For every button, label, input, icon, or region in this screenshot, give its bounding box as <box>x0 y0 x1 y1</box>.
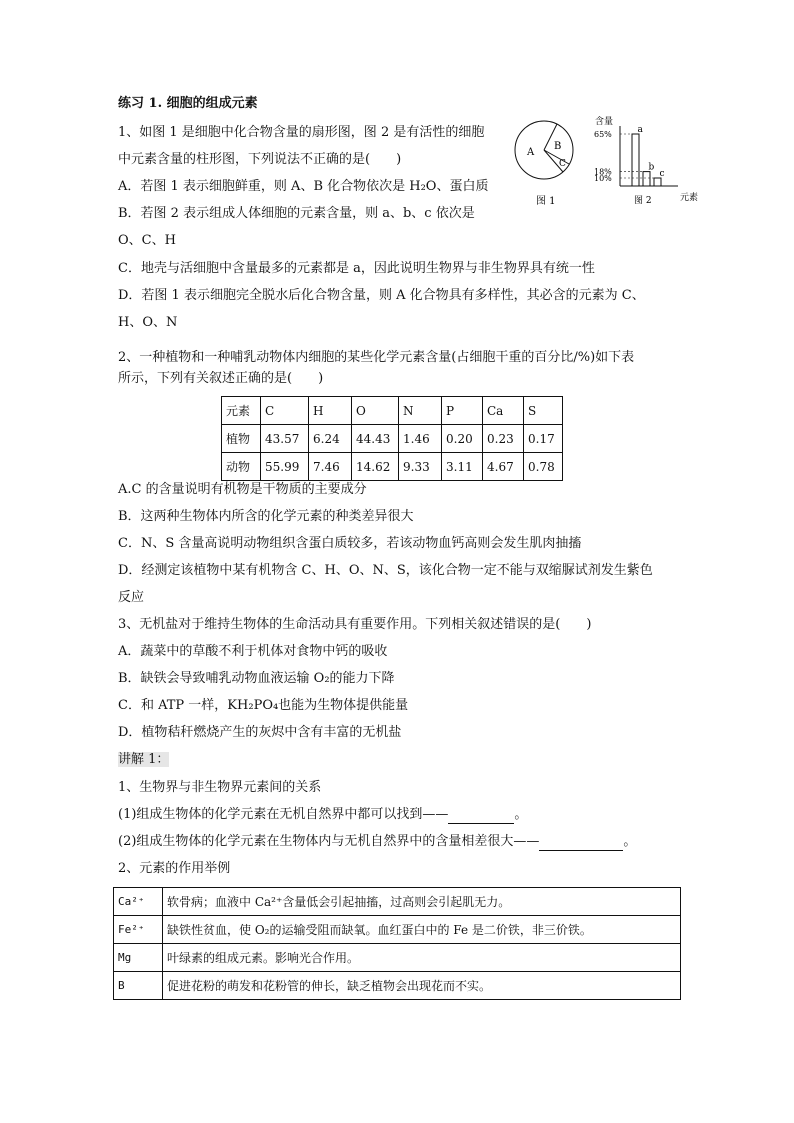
element-cell: Mg <box>114 944 163 972</box>
bar-label-a: a <box>637 125 643 135</box>
role-cell: 促进花粉的萌发和花粉管的伸长，缺乏植物会出现花而不实。 <box>163 972 681 1000</box>
table-cell: 植物 <box>222 425 261 453</box>
q1-stem-line2: 中元素含量的柱形图，下列说法不正确的是( ) <box>118 152 402 167</box>
q1-option-d-line1: D．若图 1 表示细胞完全脱水后化合物含量，则 A 化合物具有多样性，其必含的元素为 C、 <box>118 288 645 303</box>
q3-option-b: B．缺铁会导致哺乳动物血液运输 O₂的能力下降 <box>118 671 395 686</box>
table-cell: 0.23 <box>483 425 524 453</box>
table-cell: 0.17 <box>524 425 563 453</box>
table-header-cell: O <box>352 397 399 425</box>
element-cell: B <box>114 972 163 1000</box>
table-cell: 14.62 <box>352 453 399 481</box>
bar-label-c: c <box>659 169 665 179</box>
q2-option-b: B．这两种生物体内所含的化学元素的种类差异很大 <box>118 509 414 524</box>
role-cell: 缺铁性贫血，使 O₂的运输受阻而缺氧。血红蛋白中的 Fe 是二价铁，非三价铁。 <box>163 916 681 944</box>
q1-option-b-line1: B．若图 2 表示组成人体细胞的元素含量，则 a、b、c 依次是 <box>118 206 475 221</box>
q3-option-c: C．和 ATP 一样，KH₂PO₄也能为生物体提供能量 <box>118 698 409 713</box>
table-header-cell: N <box>399 397 442 425</box>
q1-stem-line1: 1、如图 1 是细胞中化合物含量的扇形图，图 2 是有活性的细胞 <box>118 125 485 140</box>
lecture-item-1-text: (1)组成生物体的化学元素在无机自然界中都可以找到—— <box>118 807 449 822</box>
role-cell: 叶绿素的组成元素。影响光合作用。 <box>163 944 681 972</box>
q3-stem: 3、无机盐对于维持生物体的生命活动具有重要作用。下列相关叙述错误的是( ) <box>118 617 592 632</box>
element-content-table <box>221 396 563 481</box>
role-cell: 软骨病；血液中 Ca²⁺含量低会引起抽搐，过高则会引起肌无力。 <box>163 888 681 916</box>
element-cell: Fe²⁺ <box>114 916 163 944</box>
q1-option-c: C．地壳与活细胞中含量最多的元素都是 a，因此说明生物界与非生物界具有统一性 <box>118 261 595 276</box>
y-axis-label: 含量 <box>595 117 614 127</box>
lecture-item-2-end: 。 <box>623 834 637 849</box>
figure-2-caption: 图 2 <box>634 196 652 206</box>
table-cell: 4.67 <box>483 453 524 481</box>
element-role-table <box>113 887 681 1000</box>
table-cell: 6.24 <box>309 425 352 453</box>
q2-stem-line2: 所示，下列有关叙述正确的是( ) <box>118 371 324 386</box>
pie-label-a: A <box>527 147 535 158</box>
table-cell: 动物 <box>222 453 261 481</box>
pie-label-c: C <box>559 159 566 169</box>
bar-b <box>643 172 650 186</box>
table-header-cell: S <box>524 397 563 425</box>
table-row <box>114 944 681 972</box>
table-header-row <box>222 397 563 425</box>
lecture-subheading-2: 2、元素的作用举例 <box>118 861 231 876</box>
q1-option-d-line2: H、O、N <box>118 315 178 330</box>
table-cell: 9.33 <box>399 453 442 481</box>
q2-option-a: A.C 的含量说明有机物是干物质的主要成分 <box>118 482 367 497</box>
q1-option-b-line2: O、C、H <box>118 233 176 248</box>
bar-label-b: b <box>648 162 655 173</box>
q3-option-a: A．蔬菜中的草酸不利于机体对食物中钙的吸收 <box>118 644 388 659</box>
table-row <box>222 425 563 453</box>
fill-blank-1[interactable] <box>448 809 514 824</box>
y-tick-label: 18% <box>594 167 612 177</box>
q1-option-a: A．若图 1 表示细胞鲜重，则 A、B 化合物依次是 H₂O、蛋白质 <box>118 179 489 194</box>
table-cell: 0.78 <box>524 453 563 481</box>
table-header-cell: 元素 <box>222 397 261 425</box>
table-header-cell: H <box>309 397 352 425</box>
y-tick-label: 65% <box>594 130 612 139</box>
bar-c <box>654 178 661 186</box>
table-cell: 0.20 <box>442 425 483 453</box>
table-header-cell: C <box>261 397 309 425</box>
table-header-cell: P <box>442 397 483 425</box>
lecture-item-2-text: (2)组成生物体的化学元素在生物体内与无机自然界中的含量相差很大—— <box>118 834 540 849</box>
table-row <box>222 453 563 481</box>
table-cell: 1.46 <box>399 425 442 453</box>
pie-label-b: B <box>554 141 562 152</box>
table-row <box>114 888 681 916</box>
table-header-cell: Ca <box>483 397 524 425</box>
y-tick-label: 10% <box>594 174 612 183</box>
x-axis-label: 元素 <box>680 193 699 203</box>
table-row <box>114 972 681 1000</box>
table-cell: 44.43 <box>352 425 399 453</box>
table-row <box>114 916 681 944</box>
lecture-subheading-1: 1、生物界与非生物界元素间的关系 <box>118 780 322 795</box>
figure-2-bar-chart <box>592 114 704 210</box>
table-cell: 7.46 <box>309 453 352 481</box>
figure-1-caption: 图 1 <box>536 196 556 207</box>
q3-option-d: D．植物秸秆燃烧产生的灰烬中含有丰富的无机盐 <box>118 725 402 740</box>
lecture-item-1-end: 。 <box>514 807 528 822</box>
table-cell: 43.57 <box>261 425 309 453</box>
q2-option-d-line2: 反应 <box>118 590 145 605</box>
element-cell: Ca²⁺ <box>114 888 163 916</box>
table-cell: 3.11 <box>442 453 483 481</box>
lecture-item-2 <box>118 833 636 851</box>
section-title: 练习 1. 细胞的组成元素 <box>118 96 258 111</box>
table-cell: 55.99 <box>261 453 309 481</box>
q2-stem-line1: 2、一种植物和一种哺乳动物体内细胞的某些化学元素含量(占细胞干重的百分比/%)如下表 <box>118 350 635 365</box>
q2-option-d-line1: D．经测定该植物中某有机物含 C、H、O、N、S，该化合物一定不能与双缩脲试剂发生紫色 <box>118 563 653 578</box>
q2-option-c: C．N、S 含量高说明动物组织含蛋白质较多，若该动物血钙高则会发生肌肉抽搐 <box>118 536 582 551</box>
fill-blank-2[interactable] <box>539 836 623 851</box>
figure-1-pie <box>508 118 584 210</box>
lecture-title-wrap <box>118 751 169 769</box>
lecture-item-1 <box>118 806 527 824</box>
lecture-title: 讲解 1： <box>118 752 170 767</box>
